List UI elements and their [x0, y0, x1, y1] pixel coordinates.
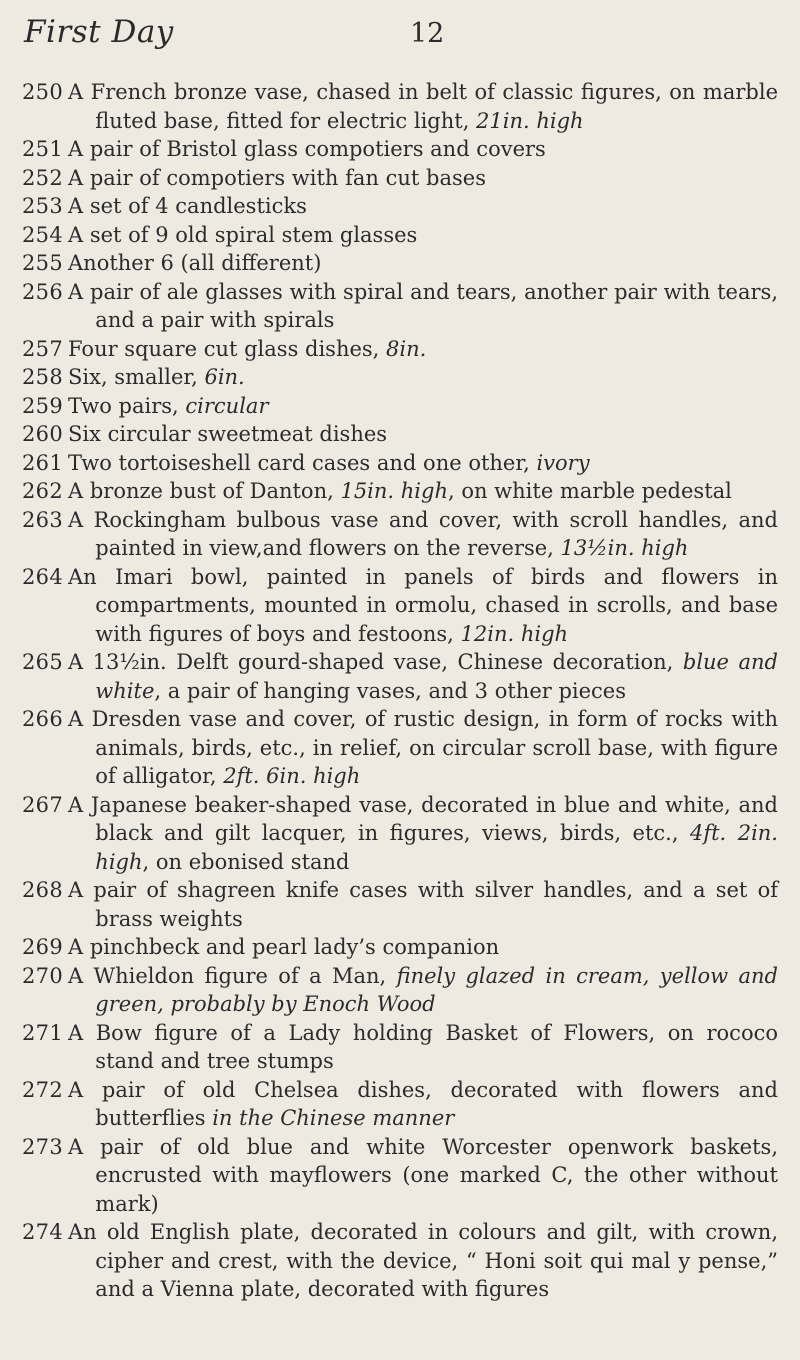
lot-number: 254 — [22, 222, 63, 247]
lot-entry — [22, 791, 778, 877]
lot-entry — [22, 563, 778, 649]
lot-description-italic: finely glazed in cream, yellow and green, probably by Enoch Wood — [95, 963, 778, 1016]
lot-description — [68, 705, 778, 791]
lot-entry — [22, 1019, 778, 1076]
lot-description-italic: 8in. — [386, 336, 427, 361]
lot-number: 263 — [22, 507, 63, 532]
lot-description-italic: 6in. — [204, 365, 245, 389]
lot-description-text: , on white marble pedestal — [447, 479, 732, 503]
lot-description — [68, 135, 778, 164]
lot-description — [68, 933, 778, 962]
lot-entry — [22, 962, 778, 1019]
lot-number: 251 — [22, 137, 63, 161]
lot-number: 264 — [22, 564, 63, 589]
lot-entry — [22, 335, 778, 364]
lot-description-text: , on ebonised stand — [142, 849, 350, 874]
lot-description-text: A 13½in. Delft gourd-shaped vase, Chinese decoration, — [68, 650, 683, 674]
lot-description-text: Six, smaller, — [68, 365, 205, 389]
lot-description — [68, 1133, 778, 1219]
lot-description — [68, 1218, 778, 1304]
lot-description — [68, 392, 778, 421]
lot-description-italic: in the Chinese manner — [212, 1106, 455, 1130]
lot-description-italic: 12in. high — [460, 621, 569, 646]
page-header — [24, 14, 776, 58]
lot-description-text: A pair of Bristol glass compotiers and covers — [68, 137, 546, 161]
lot-description — [68, 477, 778, 506]
lot-entry — [22, 221, 778, 250]
lot-number: 250 — [22, 80, 63, 104]
lot-description-text: An old English plate, decorated in colours and gilt, with crown, cipher and crest, with the device, “ Honi soit qui mal y pense,” and a Vienna plate, decorated with figures — [68, 1220, 778, 1301]
lot-description-italic: 13½in. high — [560, 536, 689, 560]
lot-entry — [22, 392, 778, 421]
lot-description-text: An Imari bowl, painted in panels of birds and flowers in compartments, mounted in ormolu, chased in scrolls, and base with figures of boys and festoons, — [68, 564, 778, 646]
lot-description-text: A pinchbeck and pearl lady’s companion — [68, 935, 500, 959]
lot-entry — [22, 363, 778, 392]
day-heading: First Day — [24, 14, 174, 50]
lot-description — [68, 221, 778, 250]
lot-number: 271 — [22, 1020, 63, 1045]
lot-description-text: Two pairs, — [68, 393, 186, 418]
lot-description — [68, 78, 778, 135]
page-number: 12 — [410, 18, 445, 49]
lot-entry — [22, 506, 778, 563]
lot-description-text: A French bronze vase, chased in belt of classic figures, on marble fluted base, fitted for electric light, — [68, 80, 778, 133]
lot-entry — [22, 1133, 778, 1219]
lot-entry — [22, 278, 778, 335]
lot-description — [68, 1076, 778, 1133]
lot-description — [68, 791, 778, 877]
lot-number: 257 — [22, 336, 63, 361]
lot-number: 268 — [22, 878, 63, 902]
lot-entry — [22, 135, 778, 164]
lot-number: 260 — [22, 422, 63, 446]
lot-description-text: A Rockingham bulbous vase and cover, with scroll handles, and painted in view,and flowers on the reverse, — [68, 507, 778, 560]
lot-entry — [22, 449, 778, 478]
lot-number: 262 — [22, 479, 63, 503]
lot-description-text: A pair of compotiers with fan cut bases — [68, 165, 486, 190]
lot-description-text: A pair of old Chelsea dishes, decorated with flowers and butterflies — [68, 1077, 778, 1130]
lot-description-text: A Dresden vase and cover, of rustic design, in form of rocks with animals, birds, etc., in relief, on circular scroll base, with figure of alligator, — [68, 707, 778, 788]
lot-number: 270 — [22, 963, 63, 988]
lot-description-text: Four square cut glass dishes, — [68, 336, 387, 361]
lot-description-text: A Bow figure of a Lady holding Basket of Flowers, on rococo stand and tree stumps — [68, 1020, 778, 1073]
lot-number: 252 — [22, 165, 63, 190]
lot-entry — [22, 164, 778, 193]
lot-number: 255 — [22, 251, 63, 275]
lot-description — [68, 335, 778, 364]
lot-entry — [22, 876, 778, 933]
lot-description — [68, 420, 778, 449]
lot-description-text: A pair of shagreen knife cases with silver handles, and a set of brass weights — [68, 878, 778, 931]
lot-description — [68, 449, 778, 478]
lot-description-text: A Japanese beaker-shaped vase, decorated in blue and white, and black and gilt lacquer, in figures, views, birds, etc., — [68, 792, 778, 845]
lot-description-text: Two tortoiseshell card cases and one other, — [68, 450, 537, 475]
lot-number: 273 — [22, 1134, 63, 1159]
lot-description-italic: 21in. high — [476, 108, 584, 133]
lot-description — [68, 506, 778, 563]
lot-description — [68, 192, 778, 221]
lot-entry — [22, 477, 778, 506]
lot-description — [68, 876, 778, 933]
lot-number: 259 — [22, 393, 63, 418]
lot-entry — [22, 420, 778, 449]
lot-entry — [22, 1076, 778, 1133]
lot-list — [22, 78, 778, 1304]
lot-description-text: Another 6 (all different) — [68, 251, 322, 275]
lot-description-text: A pair of ale glasses with spiral and tears, another pair with tears, and a pair with spirals — [68, 279, 778, 332]
lot-number: 258 — [22, 365, 63, 389]
lot-description — [68, 962, 778, 1019]
lot-entry — [22, 933, 778, 962]
lot-description-text: A Whieldon figure of a Man, — [68, 963, 397, 988]
lot-description-italic: blue and white — [95, 650, 778, 703]
lot-entry — [22, 648, 778, 705]
lot-description — [68, 563, 778, 649]
lot-number: 267 — [22, 792, 63, 817]
lot-description-italic: 2ft. 6in. high — [223, 764, 361, 788]
lot-number: 272 — [22, 1077, 63, 1102]
lot-description-text: Six circular sweetmeat dishes — [68, 422, 388, 446]
lot-number: 265 — [22, 650, 63, 674]
lot-entry — [22, 1218, 778, 1304]
lot-entry — [22, 78, 778, 135]
lot-number: 253 — [22, 194, 63, 218]
lot-description-italic: 4ft. 2in. high — [95, 821, 778, 874]
lot-description-italic: 15in. high — [340, 479, 448, 503]
lot-description-italic: ivory — [536, 450, 590, 475]
lot-description-text: A set of 9 old spiral stem glasses — [68, 222, 418, 247]
lot-entry — [22, 192, 778, 221]
lot-number: 269 — [22, 935, 63, 959]
lot-number: 261 — [22, 450, 63, 475]
lot-description — [68, 249, 778, 278]
lot-description-text: A set of 4 candlesticks — [68, 194, 307, 218]
lot-description-text: A bronze bust of Danton, — [68, 479, 341, 503]
lot-description — [68, 278, 778, 335]
lot-number: 256 — [22, 279, 63, 304]
lot-description — [68, 363, 778, 392]
lot-entry — [22, 705, 778, 791]
lot-description-text: A pair of old blue and white Worcester openwork baskets, encrusted with mayflowers (one marked C, the other without mark) — [68, 1134, 778, 1216]
lot-description — [68, 648, 778, 705]
lot-number: 266 — [22, 707, 63, 731]
lot-description — [68, 164, 778, 193]
lot-description-text: , a pair of hanging vases, and 3 other pieces — [154, 678, 627, 703]
lot-description-italic: circular — [185, 393, 269, 418]
lot-number: 274 — [22, 1220, 63, 1244]
lot-description — [68, 1019, 778, 1076]
lot-entry — [22, 249, 778, 278]
